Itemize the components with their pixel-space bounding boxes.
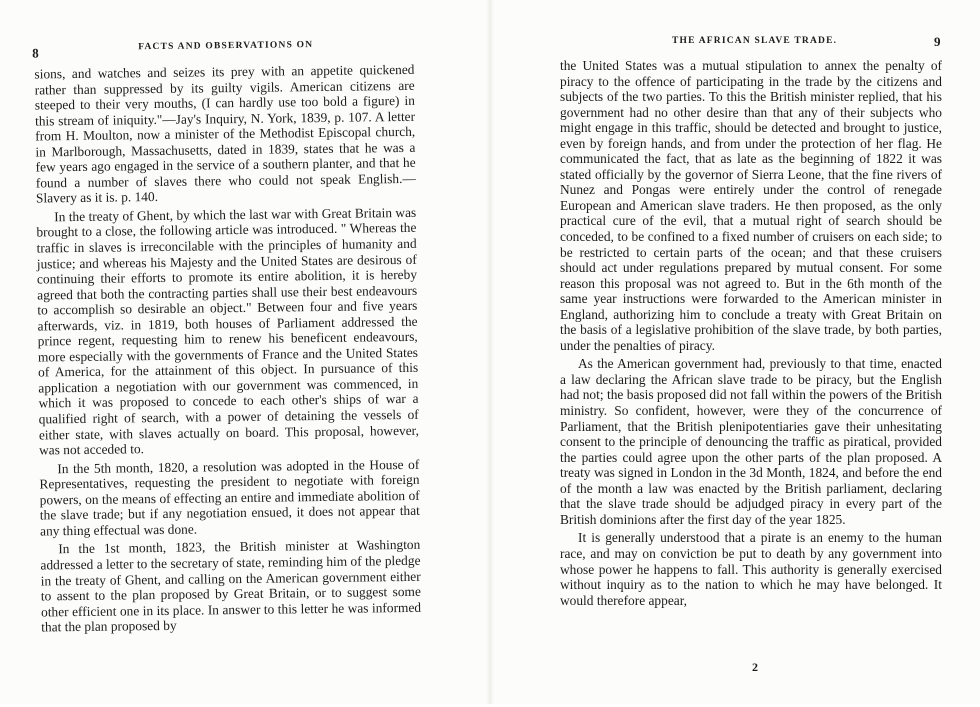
paragraph: It is generally understood that a pirate is an enemy to the human race, and may on conviction be put to death by any government into whose power he happens to fall. This authority is generally exercised without inquiry as to the nation to which he may have belonged. It would therefore appear, (560, 530, 942, 608)
body-text-right (560, 58, 942, 608)
right-page (494, 0, 980, 704)
page-number-right: 9 (934, 34, 941, 49)
paragraph: the United States was a mutual stipulation to annex the penalty of piracy to the offence of participating in the trade by the citizens and subjects of the two parties. To this the British minister replied, that his government had no other desire than that any of their subjects who might engage in this traffic, should be detected and brought to justice, even by foreign hands, and from under the protection of her flag. He communicated the fact, that as late as the beginning of 1822 it was stated officially by the governor of Sierra Leone, that the fine rivers of Nunez and Pongas were entirely under the control of renegade European and American slave traders. He then proposed, as the only practical cure of the evil, that a mutual right of search should be conceded, to be confined to a fixed number of cruisers on each side; to be restricted to certain parts of the ocean; and that these cruisers should act under regulations prepared by mutual consent. For some reason this proposal was not agreed to. But in the 6th month of the same year instructions were forwarded to the American minister in England, authorizing him to conclude a treaty with Great Britain on the basis of a legislative prohibition of the slave trade, by both parties, under the penalties of piracy. (560, 58, 942, 353)
body-text-left (34, 62, 421, 635)
paragraph: In the 5th month, 1820, a resolution was adopted in the House of Representatives, requesting the president to negotiate with foreign powers, on the means of effecting an entire and immediate abolition of the slave trade; but if any negotiation ensued, it does not appear that any thing effectual was done. (39, 456, 420, 539)
signature-mark: 2 (752, 660, 758, 674)
running-head-right: THE AFRICAN SLAVE TRADE. (672, 36, 838, 46)
page-number-left: 8 (32, 45, 39, 61)
paragraph: In the 1st month, 1823, the British minister at Washington addressed a letter to the secretary of state, reminding him of the pledge in the treaty of Ghent, and calling on the American government either to assent to the plan proposed by Great Britain, or to suggest some other efficient one in its place. In answer to this letter he was informed that the plan proposed by (40, 537, 422, 635)
paragraph: As the American government had, previously to that time, enacted a law declaring the African slave trade to be piracy, but the English had not; the basis proposed did not fall within the powers of the British ministry. So confident, however, were they of the concurrence of Parliament, that the British plenipotentiaries gave their unhesitating consent to the principle of denouncing the traffic as piratical, provided the parties could agree upon the other parts of the plan proposed. A treaty was signed in London in the 3d Month, 1824, and before the end of the month a law was enacted by the British parliament, declaring that the slave trade should be adjudged piracy in every part of the British dominions after the first day of the year 1825. (560, 356, 942, 527)
paragraph: sions, and watches and seizes its prey with an appetite quickened rather than suppressed by its guilty vigils. American citizens are steeped to their very mouths, (I can hardly use too bold a figure) in this stream of iniquity."—Jay's Inquiry, N. York, 1839, p. 107. A letter from H. Moulton, now a minister of the Methodist Episcopal church, in Marlborough, Massachusetts, dated in 1839, states that he was a few years ago engaged in the service of a southern planter, and that he found a number of slaves there who could not speak English.—Slavery as it is. p. 140. (34, 61, 416, 206)
book-gutter (486, 0, 494, 704)
running-head-left: FACTS AND OBSERVATIONS ON (138, 40, 314, 53)
paragraph: In the treaty of Ghent, by which the last war with Great Britain was brought to a close, the following article was introduced. " Whereas the traffic in slaves is irreconcilable with the principles of humanity and justice; and whereas his Majesty and the United States are desirous of continuing their efforts to promote its entire abolition, it is hereby agreed that both the contracting parties shall use their best endeavours to accomplish so desirable an object." Between four and five years afterwards, viz. in 1819, both houses of Parliament addressed the prince regent, requesting him to renew his beneficent endeavours, more especially with the governments of France and the United States of America, for the attainment of this object. In pursuance of this application a negotiation with our government was commenced, in which it was proposed to concede to each other's ships of war a qualified right of search, with a power of detaining the vessels of either state, with slaves actually on board. This proposal, however, was not acceded to. (36, 204, 419, 458)
